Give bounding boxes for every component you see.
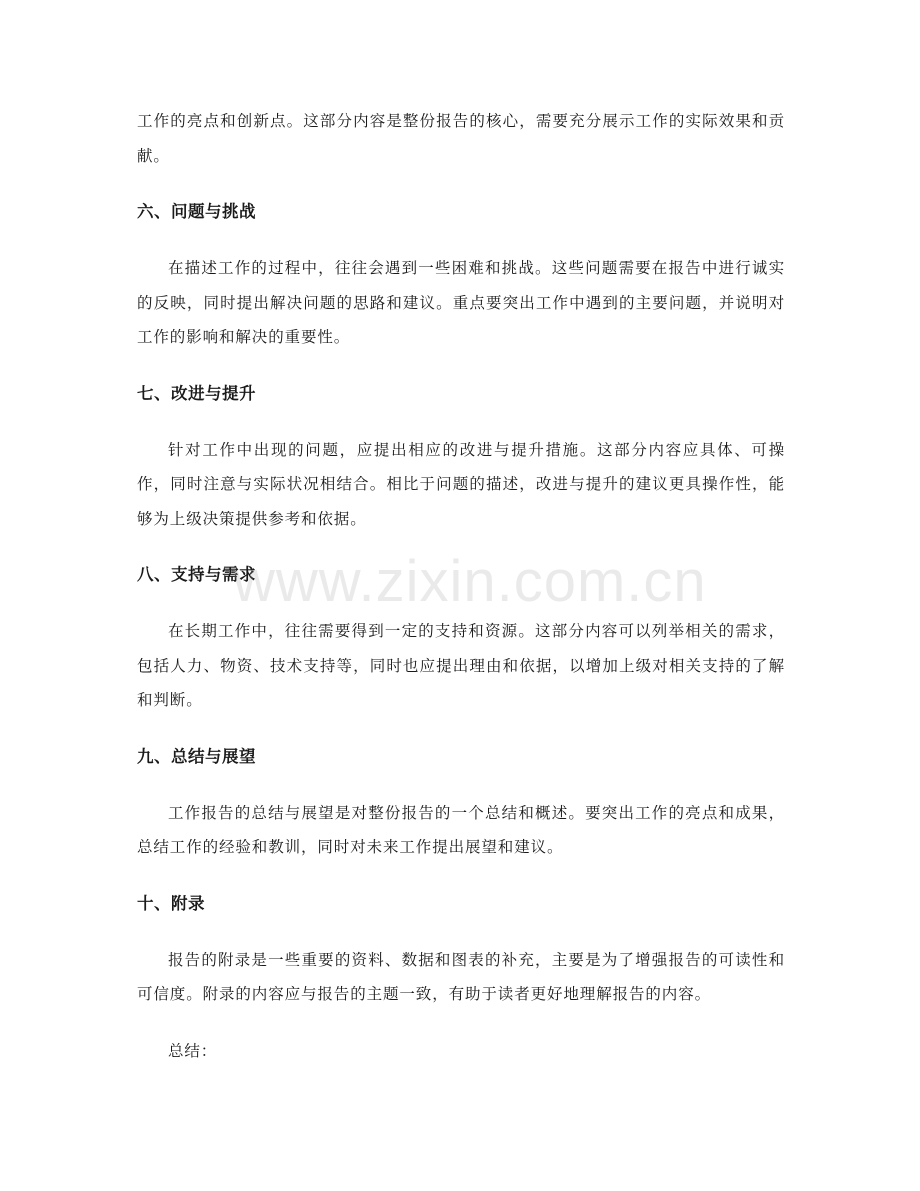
section-paragraph: 报告的附录是一些重要的资料、数据和图表的补充，主要是为了增强报告的可读性和可信度。附录的内容应与报告的主题一致，有助于读者更好地理解报告的内容。 [137, 950, 785, 1003]
summary-label: 总结： [168, 1041, 218, 1060]
section-appendix [137, 887, 785, 1012]
section-heading: 七、改进与提升 [137, 383, 256, 403]
section-outlook [137, 740, 785, 865]
intro-paragraph: 工作的亮点和创新点。这部分内容是整份报告的核心，需要充分展示工作的实际效果和贡献。 [137, 112, 785, 165]
section-paragraph: 工作报告的总结与展望是对整份报告的一个总结和概述。要突出工作的亮点和成果，总结工作的经验和教训，同时对未来工作提出展望和建议。 [137, 803, 785, 856]
section-support [137, 558, 785, 718]
section-heading: 十、附录 [137, 893, 205, 913]
section-improvement [137, 377, 785, 537]
section-heading: 八、支持与需求 [137, 565, 256, 584]
section-paragraph: 在描述工作的过程中，往往会遇到一些困难和挑战。这些问题需要在报告中进行诚实的反映，同时提出解决问题的思路和建议。重点要突出工作中遇到的主要问题，并说明对工作的影响和解决的重要性。 [137, 259, 785, 346]
section-paragraph: 针对工作中出现的问题，应提出相应的改进与提升措施。这部分内容应具体、可操作，同时注意与实际状况相结合。相比于问题的描述，改进与提升的建议更具操作性，能够为上级决策提供参考和依据。 [137, 440, 785, 528]
section-heading: 六、问题与挑战 [137, 202, 256, 221]
document-body [137, 104, 785, 1068]
watermark-text: www.zixin.com.cn [233, 549, 707, 614]
section-problems [137, 195, 785, 355]
section-paragraph: 在长期工作中，往往需要得到一定的支持和资源。这部分内容可以列举相关的需求，包括人力、物资、技术支持等，同时也应提出理由和依据，以增加上级对相关支持的了解和判断。 [137, 622, 785, 709]
section-heading: 九、总结与展望 [137, 746, 256, 766]
